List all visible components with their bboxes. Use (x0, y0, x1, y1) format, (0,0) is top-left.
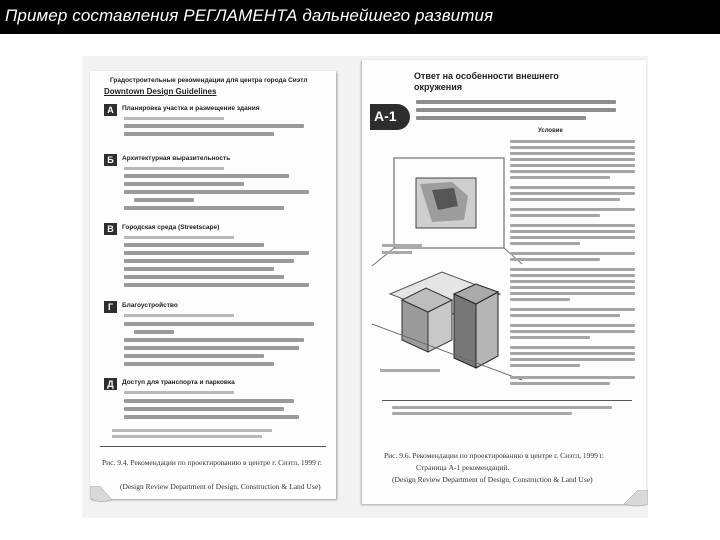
right-page-caption: Рис. 9.6. Рекомендации по проектированию в центре г. Сиэтл, 1999 г. (384, 451, 604, 460)
section-title: Благоустройство (122, 302, 178, 309)
section-title: Планировка участка и размещение здания (122, 105, 260, 112)
section-title: Городская среда (Streetscape) (122, 224, 220, 231)
aside-label: Условие (538, 128, 563, 134)
section-title: Доступ для транспорта и парковка (122, 379, 235, 386)
section-badge: Д (104, 378, 117, 390)
section-badge: Г (104, 301, 117, 313)
left-page-caption: Рис. 9.4. Рекомендации по проектированию в центре г. Сиэтл, 1999 г. (102, 458, 322, 467)
right-page (362, 60, 646, 504)
right-page-caption-source: (Design Review Department of Design, Construction & Land Use) (392, 475, 593, 484)
section-badge: A (104, 104, 117, 116)
section-badge: В (104, 223, 117, 235)
slide-title: Пример составления РЕГЛАМЕНТА дальнейшего развития (5, 6, 494, 25)
slide-title-bar (0, 0, 720, 34)
left-page-caption-source: (Design Review Department of Design, Construction & Land Use) (120, 482, 321, 491)
section-badge: Б (104, 154, 117, 166)
right-page-heading: Ответ на особенности внешнего (414, 71, 559, 81)
right-page-caption-2: Страница A-1 рекомендаций. (416, 463, 510, 472)
page-curl-right (622, 490, 648, 508)
page-curl-left (90, 486, 114, 504)
building-illustration (372, 144, 524, 384)
left-page-header: Градостроительные рекомендации для центра города Сиэтл (110, 77, 308, 84)
left-page (90, 71, 336, 499)
section-badge-label: A-1 (374, 108, 397, 124)
section-title: Архитектурная выразительность (122, 155, 231, 162)
left-page-subheader: Downtown Design Guidelines (104, 87, 217, 96)
right-page-heading-2: окружения (414, 82, 462, 92)
